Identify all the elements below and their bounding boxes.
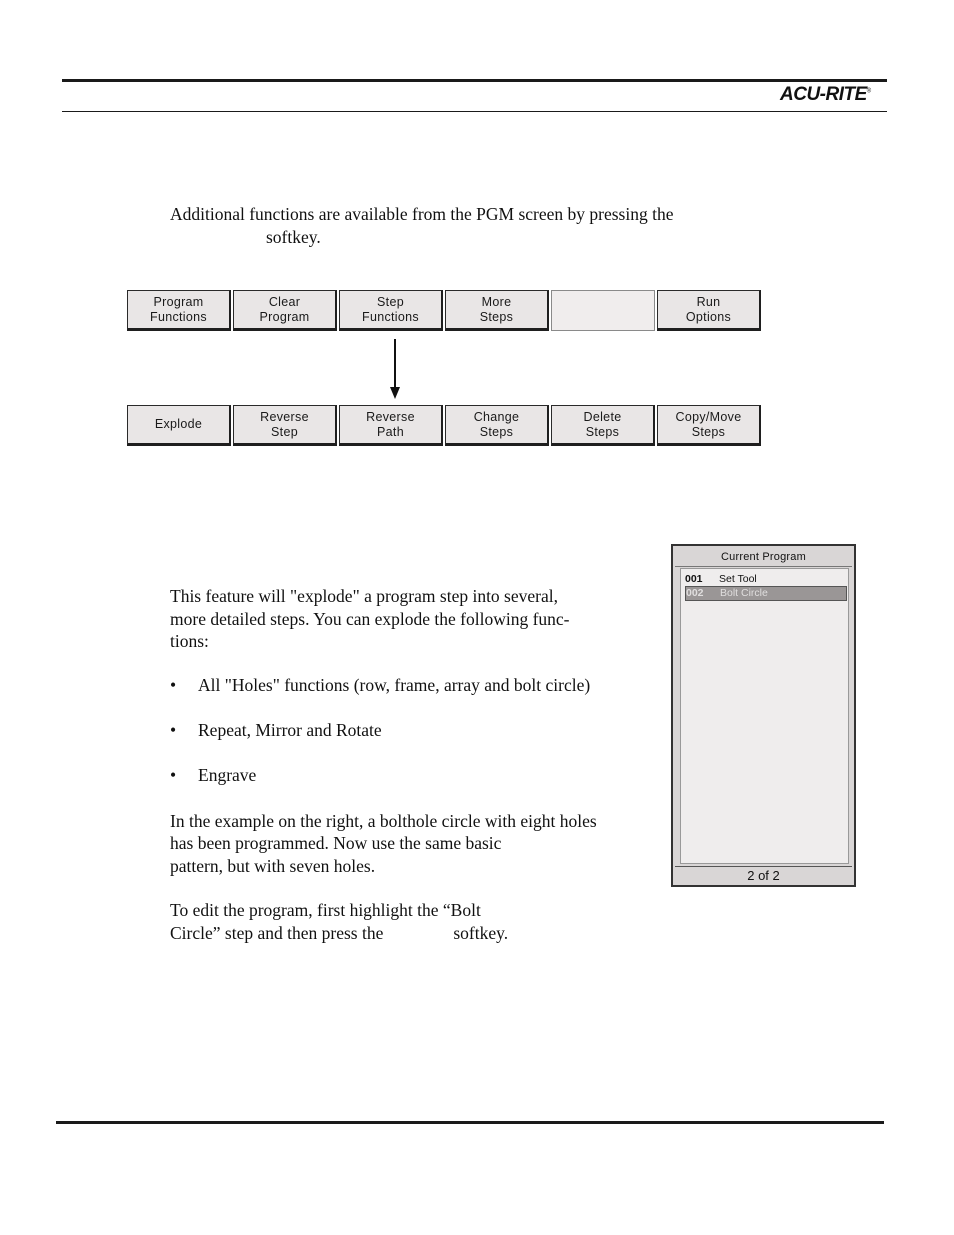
footer-rule (56, 1121, 884, 1124)
softkey-bar-top (127, 290, 763, 333)
bullet-item-repeat: Repeat, Mirror and Rotate (198, 720, 382, 740)
softkey-delete-steps[interactable]: Delete Steps (551, 405, 655, 446)
softkey-reverse-path[interactable]: Reverse Path (339, 405, 443, 446)
example-para-line-2: has been programmed. Now use the same basic (170, 833, 502, 853)
screen-title: Current Program (675, 548, 852, 567)
bullet-icon: • (170, 675, 177, 695)
down-arrow-icon (390, 339, 400, 399)
explode-para-1-line-1: This feature will "explode" a program step into several, (170, 586, 558, 606)
explode-para-1-line-3: tions: (170, 631, 209, 651)
edit-para-line-2: Circle” step and then press the softkey. (170, 923, 509, 943)
softkey-step-functions[interactable]: Step Functions (339, 290, 443, 331)
header-rule-thin (62, 111, 887, 112)
softkey-explode[interactable]: Explode (127, 405, 231, 446)
header-rule (62, 79, 887, 82)
bullet-icon: • (170, 720, 177, 740)
bullet-item-holes: All "Holes" functions (row, frame, array and bolt circle) (198, 675, 591, 695)
softkey-clear-program[interactable]: Clear Program (233, 290, 337, 331)
softkey-program-functions[interactable]: Program Functions (127, 290, 231, 331)
bullet-icon: • (170, 765, 177, 785)
explode-para-1-line-2: more detailed steps. You can explode the following func- (170, 609, 570, 629)
current-program-screen (671, 544, 856, 887)
softkey-more-steps[interactable]: More Steps (445, 290, 549, 331)
softkey-blank (551, 290, 655, 331)
softkey-change-steps[interactable]: Change Steps (445, 405, 549, 446)
edit-para-line-1: To edit the program, first highlight the “Bolt (170, 900, 481, 920)
intro-line-1: Additional functions are available from the PGM screen by pressing the (170, 204, 674, 224)
softkey-reverse-step[interactable]: Reverse Step (233, 405, 337, 446)
example-para-line-3: pattern, but with seven holes. (170, 856, 376, 876)
softkey-run-options[interactable]: Run Options (657, 290, 761, 331)
softkey-bar-bottom (127, 405, 763, 448)
example-para-line-1: In the example on the right, a bolthole circle with eight holes (170, 811, 597, 831)
program-step-row-selected[interactable]: 002 Bolt Circle (685, 586, 847, 601)
program-step-row[interactable]: 001 Set Tool (685, 573, 757, 585)
program-step-list (680, 568, 849, 864)
bullet-item-engrave: Engrave (198, 765, 257, 785)
page-indicator: 2 of 2 (675, 866, 852, 884)
brand-logo: ACU-RITE® (780, 84, 871, 105)
intro-line-2: softkey. (266, 227, 321, 247)
softkey-copy-move-steps[interactable]: Copy/Move Steps (657, 405, 761, 446)
